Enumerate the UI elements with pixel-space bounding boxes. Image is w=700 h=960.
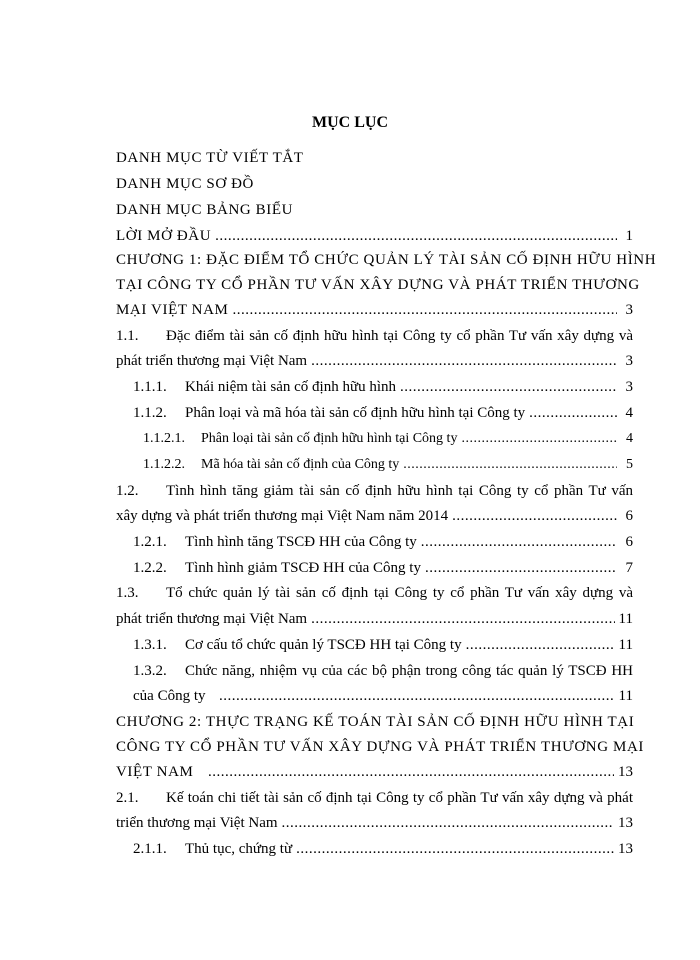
page-number: 4 [626,431,633,446]
section-number: 1.2.2. [133,560,167,576]
section-number: 1.1.2. [133,405,167,421]
page-number: 4 [625,405,633,421]
entry-label: Phân loại tài sản cố định hữu hình tại Công ty [201,431,458,446]
leader-dots [403,455,617,475]
toc-entry-1-1-1[interactable] [133,377,633,397]
page-number: 13 [618,841,633,857]
entry-label: LỜI MỞ ĐẦU [116,228,212,244]
page-title: MỤC LỤC [312,114,388,131]
entry-label: phát triển thương mại Việt Nam [116,353,308,369]
page-number: 1 [625,228,633,244]
entry-label: MẠI VIỆT NAM [116,302,229,318]
toc-entry-1-1-2-2[interactable] [143,455,633,475]
entry-label: Thủ tục, chứng từ [185,841,293,857]
toc-abbreviations[interactable]: DANH MỤC TỪ VIẾT TẮT [116,150,304,166]
leader-dots [421,532,617,552]
section-number: 2.1. [116,790,139,806]
leader-dots [282,813,614,833]
page-number: 13 [618,815,633,831]
leader-dots [461,429,617,449]
toc-entry-chapter2[interactable] [116,762,633,782]
page-number: 11 [618,611,633,627]
entry-label: Phân loại và mã hóa tài sản cố định hữu hình tại Công ty [185,405,526,421]
section-number: 1.2. [116,483,139,499]
section-2-1-line1[interactable]: Kế toán chi tiết tài sản cố định tại Công ty cổ phần Tư vấn xây dựng và phát [166,790,633,806]
page-number: 13 [618,764,633,780]
page-number: 3 [625,302,633,318]
page-number: 5 [626,457,633,472]
toc-entry-1-2[interactable] [116,506,633,526]
page-number: 6 [625,508,633,524]
leader-dots [215,226,617,246]
entry-label: Tình hình giảm TSCĐ HH của Công ty [185,560,421,576]
leader-dots [311,351,617,371]
toc-entry-1-3-1[interactable] [133,635,633,655]
section-number: 1.1.1. [133,379,167,395]
entry-label: của Công ty [133,688,206,704]
section-1-3-2-line1[interactable]: Chức năng, nhiệm vụ của các bộ phận trong công tác quản lý TSCĐ HH [185,663,633,679]
entry-label: Tình hình tăng TSCĐ HH của Công ty [185,534,417,550]
leader-dots [466,635,615,655]
toc-entry-1-1-2[interactable] [133,403,633,423]
leader-dots [208,762,614,782]
toc-entry-1-3[interactable] [116,609,633,629]
section-number: 1.3. [116,585,139,601]
toc-entry-1-2-2[interactable] [133,558,633,578]
entry-label: triển thương mại Việt Nam [116,815,278,831]
chapter1-line2[interactable]: TẠI CÔNG TY CỔ PHẦN TƯ VẤN XÂY DỰNG VÀ PHÁT TRIỂN THƯƠNG [116,277,640,293]
toc-entry-2-1[interactable] [116,813,633,833]
section-1-2-line1[interactable]: Tình hình tăng giảm tài sản cố định hữu hình tại Công ty cổ phần Tư vấn [166,483,633,499]
leader-dots [232,300,617,320]
section-number: 1.3.2. [133,663,167,679]
page-number: 3 [625,353,633,369]
chapter1-line1[interactable]: CHƯƠNG 1: ĐẶC ĐIỂM TỔ CHỨC QUẢN LÝ TÀI SẢN CỐ ĐỊNH HỮU HÌNH [116,252,657,268]
toc-entry-2-1-1[interactable] [133,839,633,859]
toc-tables[interactable]: DANH MỤC BẢNG BIỂU [116,202,294,218]
toc-entry-intro[interactable] [116,226,633,246]
section-number: 1.1.2.1. [143,431,185,446]
leader-dots [311,609,614,629]
section-number: 1.2.1. [133,534,167,550]
toc-entry-1-2-1[interactable] [133,532,633,552]
leader-dots [219,686,615,706]
page-number: 11 [618,688,633,704]
toc-diagrams[interactable]: DANH MỤC SƠ ĐỒ [116,176,254,192]
section-1-3-line1[interactable]: Tổ chức quản lý tài sản cố định tại Công ty cổ phần Tư vấn xây dựng và [166,585,633,601]
leader-dots [296,839,614,859]
page-number: 7 [625,560,633,576]
toc-entry-1-1-2-1[interactable] [143,429,633,449]
chapter2-line1[interactable]: CHƯƠNG 2: THỰC TRẠNG KẾ TOÁN TÀI SẢN CỐ ĐỊNH HỮU HÌNH TẠI [116,714,635,730]
leader-dots [529,403,617,423]
toc-entry-1-3-2[interactable] [133,686,633,706]
section-number: 2.1.1. [133,841,167,857]
entry-label: phát triển thương mại Việt Nam [116,611,308,627]
page-number: 6 [625,534,633,550]
leader-dots [425,558,617,578]
section-number: 1.3.1. [133,637,167,653]
leader-dots [400,377,617,397]
section-1-1-line1[interactable]: Đặc điểm tài sản cố định hữu hình tại Công ty cổ phần Tư vấn xây dựng và [166,328,633,344]
toc-entry-chapter1[interactable] [116,300,633,320]
chapter2-line2[interactable]: CÔNG TY CỔ PHẦN TƯ VẤN XÂY DỰNG VÀ PHÁT TRIỂN THƯƠNG MẠI [116,739,644,755]
entry-label: Khái niệm tài sản cố định hữu hình [185,379,397,395]
toc-entry-1-1[interactable] [116,351,633,371]
entry-label: Mã hóa tài sản cố định của Công ty [201,457,400,472]
entry-label: xây dựng và phát triển thương mại Việt Nam năm 2014 [116,508,449,524]
entry-label: Cơ cấu tổ chức quản lý TSCĐ HH tại Công ty [185,637,462,653]
section-number: 1.1.2.2. [143,457,185,472]
entry-label: VIỆT NAM [116,764,194,780]
page-number: 11 [618,637,633,653]
page-number: 3 [625,379,633,395]
leader-dots [452,506,617,526]
section-number: 1.1. [116,328,139,344]
